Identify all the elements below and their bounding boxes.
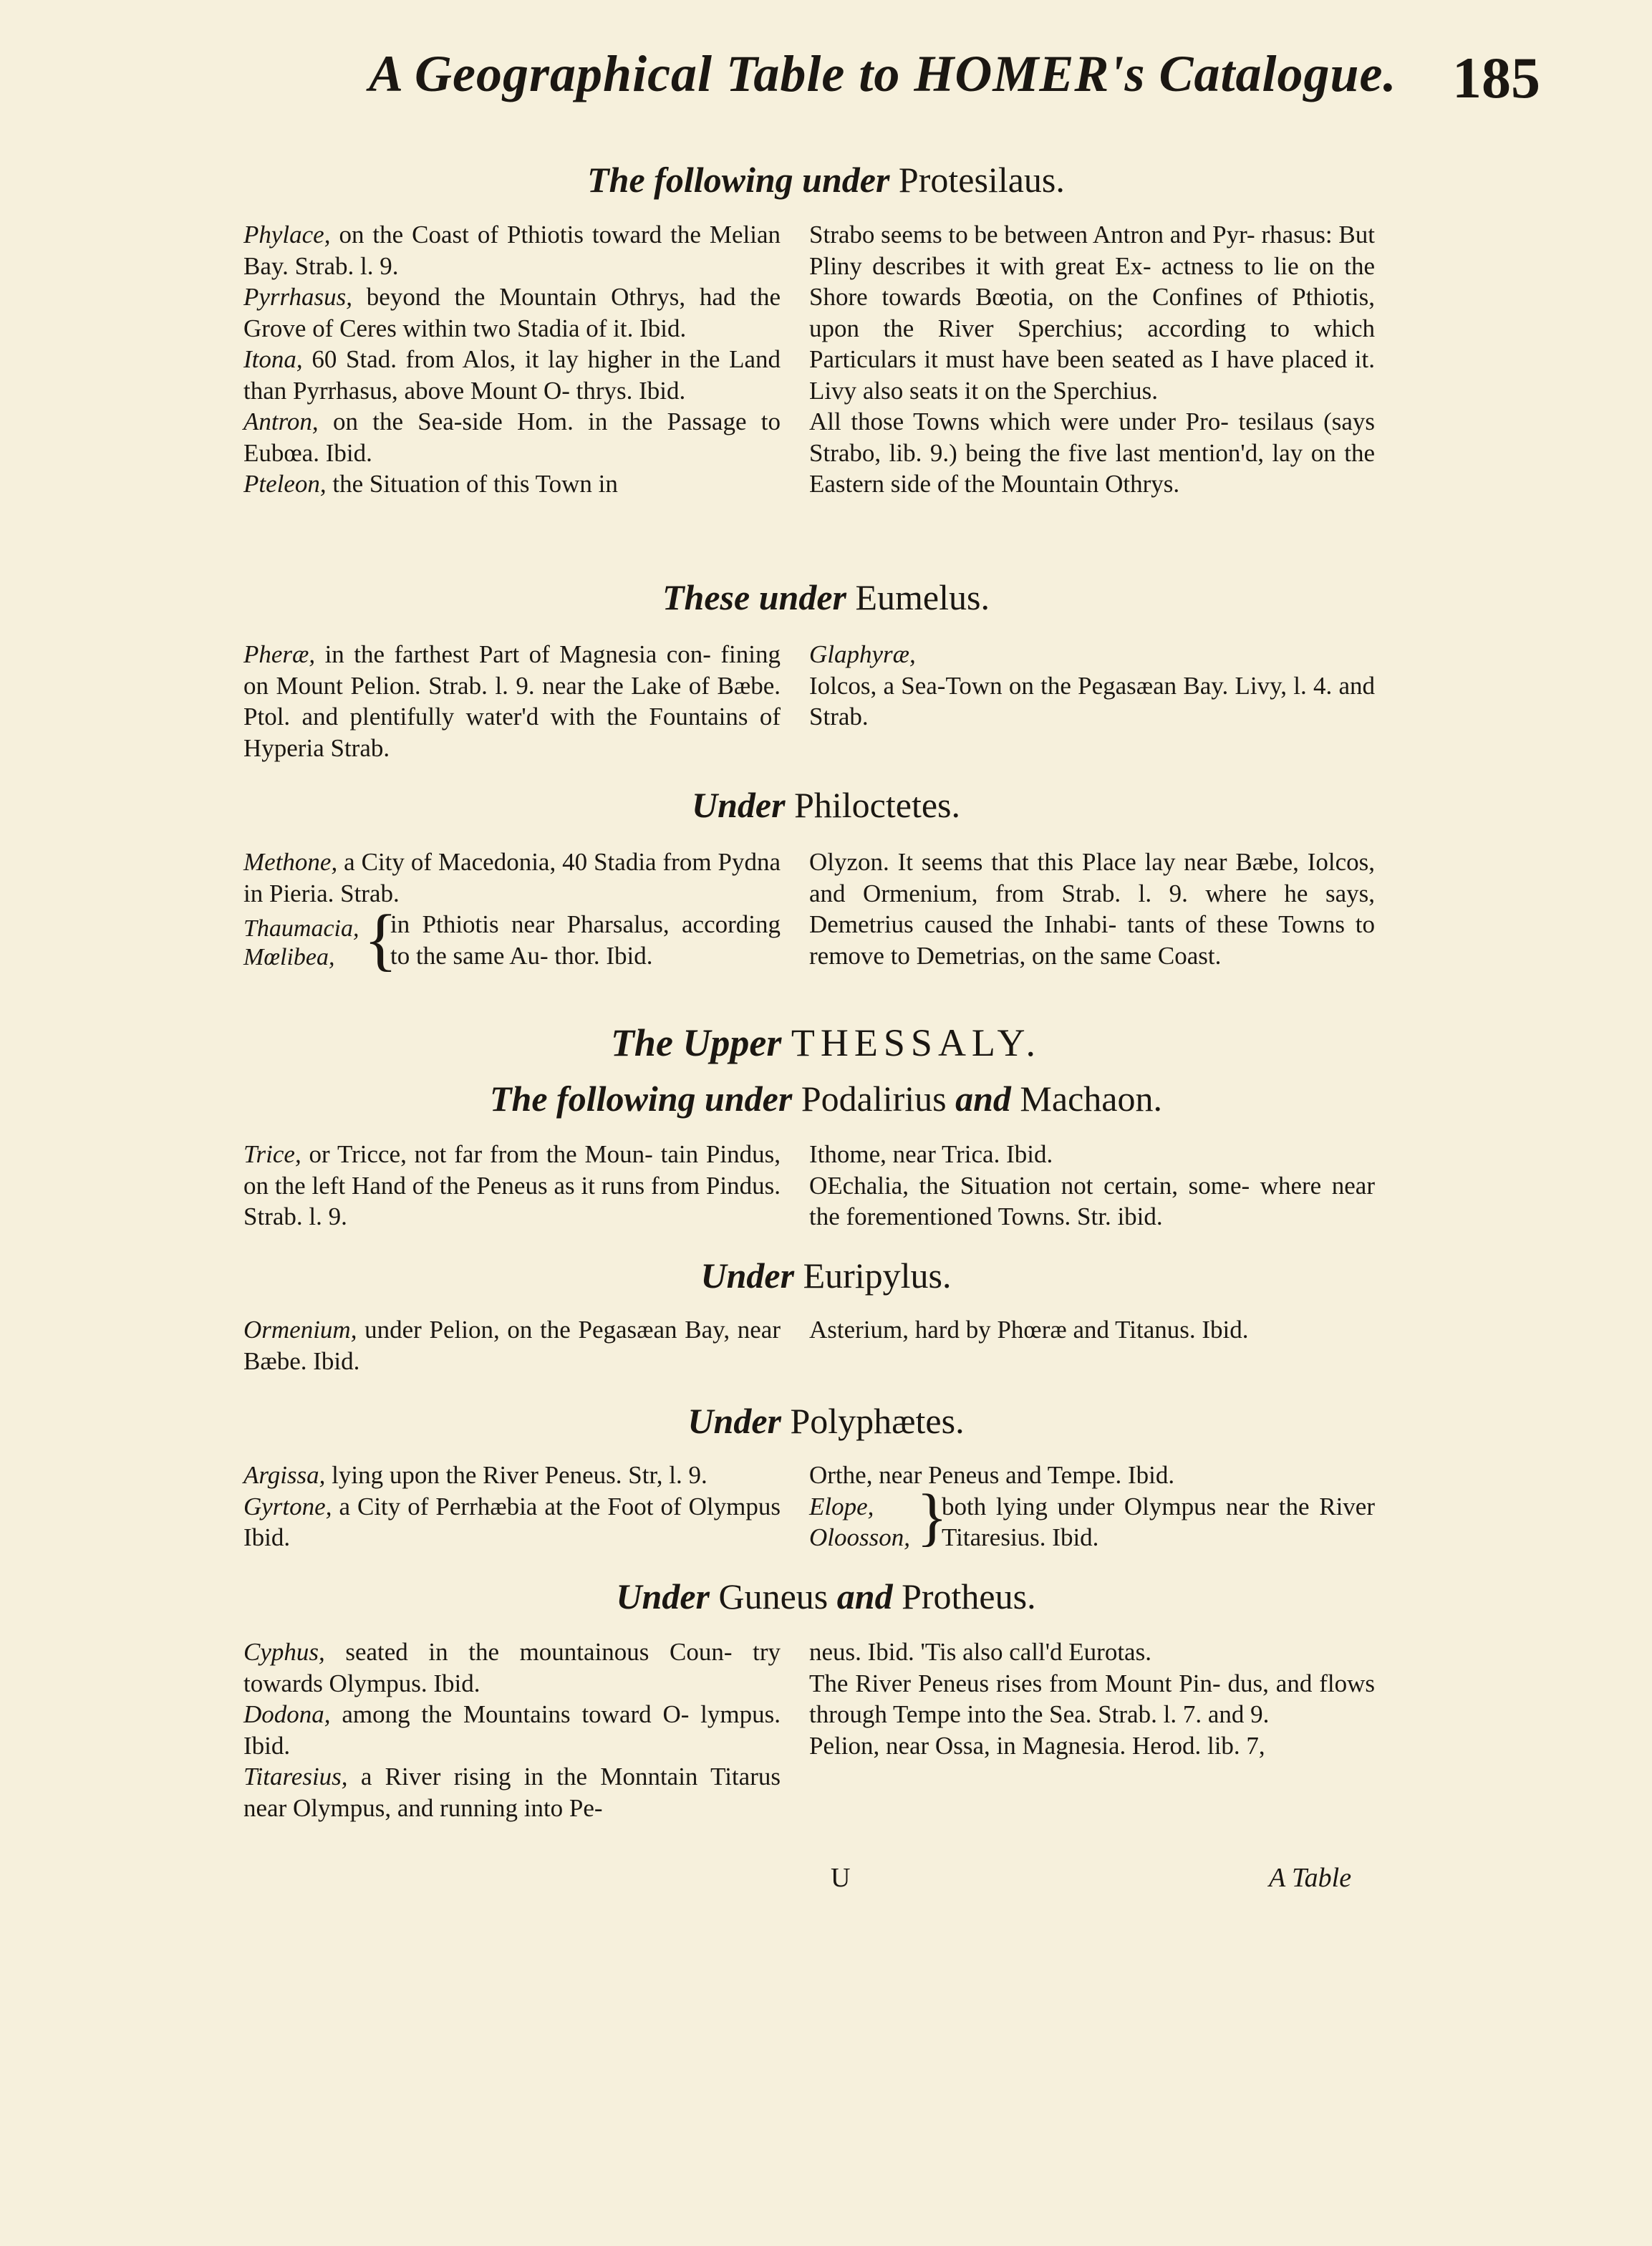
paragraph: Pelion, near Ossa, in Magnesia. Herod. lib. 7, [809,1731,1265,1760]
paragraph: The River Peneus rises from Mount Pin- dus, and flows through Tempe into the Sea. Strab. l. 7. and 9. [809,1669,1375,1728]
paragraph: neus. Ibid. 'Tis also call'd Eurotas. [809,1638,1151,1666]
catchword: A Table [1269,1863,1352,1893]
page-footer [0,1862,1652,1905]
podalirius-left-column [243,1139,781,1233]
section-heading-podalirius-machaon: The following under Podalirius and Machaon. [490,1079,1162,1119]
entry: Titaresius, a River rising in the Monntain Titarus near Olympus, and running into Pe- [243,1763,781,1822]
brace-icon: } [917,1481,948,1553]
entry: Argissa, lying upon the River Peneus. Str, l. 9. [243,1461,707,1489]
polyphaetes-right-column [809,1460,1375,1554]
philoctetes-right-column [809,847,1375,971]
entry: Cyphus, seated in the mountainous Coun- try towards Olympus. Ibid. [243,1638,781,1697]
section-heading-euripylus: Under Euripylus. [700,1255,952,1296]
page-title: A Geographical Table to HOMER's Catalogue. [369,45,1397,102]
paragraph: Ithome, near Trica. Ibid. [809,1140,1053,1168]
section-heading-polyphaetes: Under Polyphætes. [687,1401,965,1441]
section-heading-upper-thessaly: The Upper THESSALY. [610,1021,1042,1064]
entry: Trice, or Tricce, not far from the Moun- tain Pindus, on the left Hand of the Peneus as it runs from Pindus. Strab. l. 9. [243,1140,781,1230]
entry: Pheræ, in the farthest Part of Magnesia con- fining on Mount Pelion. Strab. l. 9. near the Lake of Bæbe. Ptol. and plentifully water'd with the Fountains of Hyperia Strab. [243,640,781,762]
guneus-right-column [809,1637,1375,1761]
paragraph: Olyzon. It seems that this Place lay near Bæbe, Iolcos, and Ormenium, from Strab. l. 9. where he says, Demetrius caused the Inhabi- tants of these Towns to remove to Demetrias, on the same Coast. [809,848,1375,970]
entry: Phylace, on the Coast of Pthiotis toward the Melian Bay. Strab. l. 9. [243,221,781,280]
paragraph: OEchalia, the Situation not certain, some- where near the forementioned Towns. Str. ibid. [809,1171,1375,1230]
euripylus-left-column [243,1314,781,1377]
paragraph: Iolcos, a Sea-Town on the Pegasæan Bay. Livy, l. 4. and Strab. [809,671,1375,731]
section-heading-protesilaus: The following under Protesilaus. [587,160,1065,200]
running-head [0,44,1652,116]
section-heading-eumelus: These under Eumelus. [662,577,990,617]
brace-entry: Elope, Oloosson, } both lying under Olympus near the River Titaresius. Ibid. [809,1481,1375,1553]
eumelus-left-column [243,639,781,763]
entry: Ormenium, under Pelion, on the Pegasæan Bay, near Bæbe. Ibid. [243,1316,781,1375]
section-heading-philoctetes: Under Philoctetes. [692,785,960,825]
entry: Dodona, among the Mountains toward O- lympus. Ibid. [243,1700,781,1760]
brace-names: Elope, Oloosson, [809,1492,910,1551]
brace-entry: Thaumacia, Mœlibea, { in Pthiotis near Pharsalus, according to the same Au- thor. Ibid. [243,901,781,978]
philoctetes-left-column [243,847,781,978]
polyphaetes-left-column [243,1460,781,1553]
entry: Gyrtone, a City of Perrhæbia at the Foot of Olympus Ibid. [243,1492,781,1551]
brace-icon: { [364,901,398,978]
eumelus-right-column [809,639,1375,733]
paragraph: Glaphyræ, [809,640,916,668]
entry: Pyrrhasus, beyond the Mountain Othrys, had the Grove of Ceres within two Stadia of it. Ibid. [243,283,781,342]
paragraph: Strabo seems to be between Antron and Pyr- rhasus: But Pliny describes it with great Ex- actness to lie on the Shore towards Bœotia, on the Confines of Pthiotis, upon the River Sperchius; according to which Particulars it must have been seated as I have placed it. Livy also seats it on the Sperchius. [809,221,1375,405]
entry: Methone, a City of Macedonia, 40 Stadia from Pydna in Pieria. Strab. [243,848,781,907]
paragraph: All those Towns which were under Pro- tesilaus (says Strabo, lib. 9.) being the five last mention'd, lay on the Eastern side of the Mountain Othrys. [809,408,1375,498]
signature-mark: U [831,1863,851,1893]
entry: Pteleon, the Situation of this Town in [243,470,618,498]
paragraph: Asterium, hard by Phœræ and Titanus. Ibid. [809,1316,1249,1344]
entry: Antron, on the Sea-side Hom. in the Passage to Eubœa. Ibid. [243,408,781,467]
entry: Itona, 60 Stad. from Alos, it lay higher in the Land than Pyrrhasus, above Mount O- thrys. Ibid. [243,345,781,405]
section-heading-guneus-protheus: Under Guneus and Protheus. [616,1576,1036,1616]
protesilaus-right-column [809,219,1375,500]
page-number: 185 [1452,45,1540,110]
podalirius-right-column [809,1139,1375,1233]
protesilaus-left-column [243,219,781,500]
guneus-left-column [243,1637,781,1823]
euripylus-right-column [809,1314,1375,1346]
brace-names: Thaumacia, Mœlibea, [243,915,359,970]
paragraph: Orthe, near Peneus and Tempe. Ibid. [809,1461,1175,1489]
